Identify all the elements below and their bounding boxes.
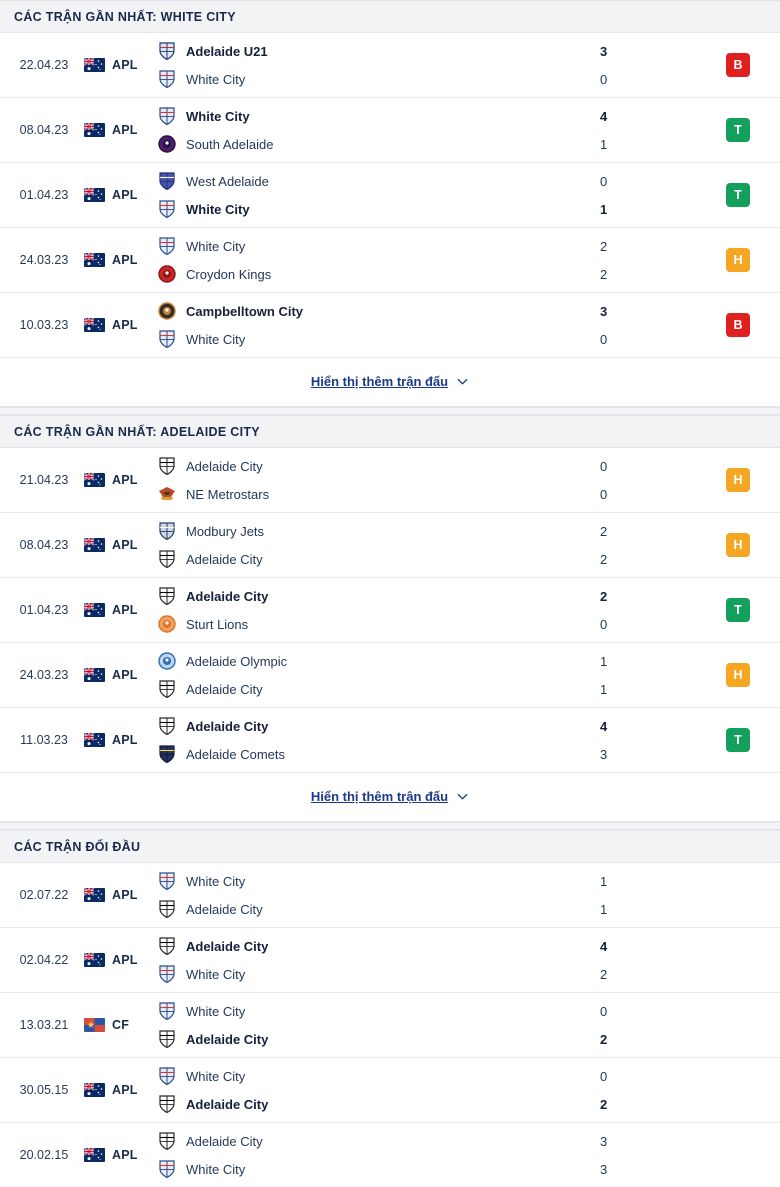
home-team[interactable]	[158, 867, 576, 895]
home-score: 0	[600, 1003, 608, 1019]
home-team-name: Adelaide City	[186, 588, 269, 604]
away-score: 2	[600, 266, 608, 282]
match-competition	[84, 928, 158, 992]
match-result	[696, 163, 780, 227]
match-competition	[84, 293, 158, 357]
home-score: 3	[600, 1133, 608, 1149]
section-header-recent-adelaide-city: CÁC TRẬN GẦN NHẤT: ADELAIDE CITY	[0, 415, 780, 448]
team-crest-icon	[158, 484, 176, 504]
match-date: 20.02.15	[19, 1148, 69, 1162]
match-date: 24.03.23	[19, 253, 69, 267]
match-result	[696, 863, 780, 927]
team-crest-icon	[158, 614, 176, 634]
result-badge-empty	[726, 1013, 750, 1037]
competition-code: APL	[112, 538, 138, 552]
team-crest-icon	[158, 744, 176, 764]
match-row[interactable]	[0, 643, 780, 708]
match-row[interactable]	[0, 928, 780, 993]
away-score: 3	[600, 1161, 608, 1177]
competition-code: APL	[112, 888, 138, 902]
country-flag-icon	[84, 538, 105, 552]
away-team-name: Croydon Kings	[186, 266, 272, 282]
country-flag-icon	[84, 1148, 105, 1162]
home-team-name: Adelaide City	[186, 1133, 263, 1149]
away-team[interactable]	[158, 545, 576, 573]
match-score	[576, 448, 696, 512]
match-competition	[84, 513, 158, 577]
team-crest-icon	[158, 106, 176, 126]
country-flag-icon	[84, 473, 105, 487]
team-crest-icon	[158, 301, 176, 321]
show-more-label: Hiển thị thêm trận đấu	[310, 374, 449, 389]
home-team[interactable]	[158, 232, 576, 260]
match-teams	[158, 928, 576, 992]
home-team-name: Adelaide Olympic	[186, 653, 288, 669]
country-flag-icon	[84, 58, 105, 72]
team-crest-icon	[158, 264, 176, 284]
show-more-matches-button[interactable]	[0, 773, 780, 822]
result-badge: T	[726, 598, 750, 622]
away-team-name: Adelaide City	[186, 1096, 269, 1112]
match-teams	[158, 1058, 576, 1122]
away-score: 1	[600, 136, 608, 152]
team-crest-icon	[158, 1094, 176, 1114]
away-score: 0	[600, 71, 608, 87]
match-competition	[84, 993, 158, 1057]
team-crest-icon	[158, 586, 176, 606]
competition-code: APL	[112, 123, 138, 137]
team-crest-icon	[158, 1159, 176, 1179]
team-crest-icon	[158, 134, 176, 154]
team-crest-icon	[158, 1131, 176, 1151]
competition-code: APL	[112, 1083, 138, 1097]
section-divider	[0, 407, 780, 415]
home-score: 3	[600, 303, 608, 319]
result-badge: B	[726, 313, 750, 337]
away-team-name: NE Metrostars	[186, 486, 270, 502]
competition-code: APL	[112, 188, 138, 202]
competition-code: APL	[112, 473, 138, 487]
home-team-name: White City	[186, 1003, 246, 1019]
home-team[interactable]	[158, 582, 576, 610]
away-score: 1	[600, 201, 608, 217]
match-row[interactable]	[0, 33, 780, 98]
match-teams	[158, 993, 576, 1057]
match-row[interactable]	[0, 448, 780, 513]
home-team-name: White City	[186, 1068, 246, 1084]
country-flag-icon	[84, 603, 105, 617]
home-team-name: Adelaide U21	[186, 43, 268, 59]
away-team[interactable]	[158, 1155, 576, 1183]
home-team-name: Adelaide City	[186, 718, 269, 734]
result-badge: H	[726, 533, 750, 557]
away-team-name: White City	[186, 201, 250, 217]
match-date: 10.03.23	[19, 318, 69, 332]
competition-code: APL	[112, 58, 138, 72]
home-score: 0	[600, 1068, 608, 1084]
team-crest-icon	[158, 41, 176, 61]
team-crest-icon	[158, 69, 176, 89]
home-team[interactable]	[158, 452, 576, 480]
team-crest-icon	[158, 1001, 176, 1021]
home-score: 1	[600, 653, 608, 669]
match-score	[576, 928, 696, 992]
competition-code: APL	[112, 953, 138, 967]
result-badge: H	[726, 468, 750, 492]
home-score: 4	[600, 938, 608, 954]
away-team[interactable]	[158, 325, 576, 353]
away-team[interactable]	[158, 610, 576, 638]
team-crest-icon	[158, 521, 176, 541]
result-badge: H	[726, 663, 750, 687]
match-result	[696, 643, 780, 707]
match-teams	[158, 163, 576, 227]
away-team-name: White City	[186, 1161, 246, 1177]
result-badge-empty	[726, 883, 750, 907]
match-date: 01.04.23	[19, 603, 69, 617]
home-score: 2	[600, 588, 608, 604]
home-team[interactable]	[158, 297, 576, 325]
team-crest-icon	[158, 1066, 176, 1086]
match-teams	[158, 98, 576, 162]
away-score: 2	[600, 966, 608, 982]
team-crest-icon	[158, 456, 176, 476]
match-date: 01.04.23	[19, 188, 69, 202]
match-teams	[158, 643, 576, 707]
competition-code: APL	[112, 603, 138, 617]
away-score: 0	[600, 616, 608, 632]
match-row[interactable]	[0, 228, 780, 293]
section-divider	[0, 822, 780, 830]
home-team[interactable]	[158, 517, 576, 545]
away-score: 2	[600, 1096, 608, 1112]
team-crest-icon	[158, 899, 176, 919]
match-competition	[84, 1123, 158, 1187]
match-date: 21.04.23	[19, 473, 69, 487]
away-team[interactable]	[158, 895, 576, 923]
match-teams	[158, 513, 576, 577]
home-team-name: Campbelltown City	[186, 303, 304, 319]
match-row[interactable]	[0, 513, 780, 578]
match-row[interactable]	[0, 578, 780, 643]
away-team[interactable]	[158, 195, 576, 223]
match-teams	[158, 293, 576, 357]
home-score: 1	[600, 873, 608, 889]
match-teams	[158, 33, 576, 97]
home-score: 4	[600, 108, 608, 124]
home-score: 3	[600, 43, 608, 59]
match-row[interactable]	[0, 1058, 780, 1123]
match-score	[576, 163, 696, 227]
match-row[interactable]	[0, 708, 780, 773]
result-badge: H	[726, 248, 750, 272]
team-crest-icon	[158, 651, 176, 671]
team-crest-icon	[158, 716, 176, 736]
away-team[interactable]	[158, 130, 576, 158]
away-score: 0	[600, 486, 608, 502]
home-team[interactable]	[158, 37, 576, 65]
home-team[interactable]	[158, 997, 576, 1025]
match-date: 30.05.15	[19, 1083, 69, 1097]
match-result	[696, 993, 780, 1057]
team-crest-icon	[158, 964, 176, 984]
section-header-recent-white-city: CÁC TRẬN GẦN NHẤT: WHITE CITY	[0, 0, 780, 33]
country-flag-icon	[84, 888, 105, 902]
away-team[interactable]	[158, 960, 576, 988]
match-score	[576, 708, 696, 772]
match-date: 24.03.23	[19, 668, 69, 682]
home-team[interactable]	[158, 102, 576, 130]
away-score: 1	[600, 681, 608, 697]
match-result	[696, 708, 780, 772]
match-competition	[84, 708, 158, 772]
match-competition	[84, 98, 158, 162]
match-score	[576, 228, 696, 292]
competition-code: APL	[112, 253, 138, 267]
team-crest-icon	[158, 236, 176, 256]
result-badge: T	[726, 728, 750, 752]
match-competition	[84, 863, 158, 927]
match-row[interactable]	[0, 863, 780, 928]
match-score	[576, 993, 696, 1057]
competition-code: APL	[112, 733, 138, 747]
home-team[interactable]	[158, 167, 576, 195]
match-result	[696, 578, 780, 642]
home-team-name: White City	[186, 873, 246, 889]
match-teams	[158, 1123, 576, 1187]
match-result	[696, 228, 780, 292]
home-team[interactable]	[158, 647, 576, 675]
match-teams	[158, 448, 576, 512]
country-flag-icon	[84, 188, 105, 202]
result-badge: T	[726, 183, 750, 207]
match-result	[696, 98, 780, 162]
country-flag-icon	[84, 253, 105, 267]
match-competition	[84, 33, 158, 97]
match-score	[576, 33, 696, 97]
away-team-name: White City	[186, 331, 246, 347]
team-crest-icon	[158, 329, 176, 349]
chevron-down-icon	[456, 375, 469, 388]
home-team[interactable]	[158, 712, 576, 740]
show-more-label: Hiển thị thêm trận đấu	[310, 789, 449, 804]
match-result	[696, 928, 780, 992]
section-header-head-to-head: CÁC TRẬN ĐỐI ĐẦU	[0, 830, 780, 863]
match-competition	[84, 578, 158, 642]
match-teams	[158, 578, 576, 642]
match-competition	[84, 1058, 158, 1122]
competition-code: APL	[112, 668, 138, 682]
match-date: 02.07.22	[19, 888, 69, 902]
away-score: 3	[600, 746, 608, 762]
away-team-name: Adelaide City	[186, 1031, 269, 1047]
away-team[interactable]	[158, 1025, 576, 1053]
home-team-name: White City	[186, 108, 250, 124]
away-team[interactable]	[158, 480, 576, 508]
home-team[interactable]	[158, 1062, 576, 1090]
match-result	[696, 1123, 780, 1187]
home-team[interactable]	[158, 1127, 576, 1155]
away-team[interactable]	[158, 1090, 576, 1118]
home-team-name: Adelaide City	[186, 938, 269, 954]
country-flag-icon	[84, 1018, 105, 1032]
match-row[interactable]	[0, 163, 780, 228]
home-team-name: Modbury Jets	[186, 523, 265, 539]
result-badge-empty	[726, 1078, 750, 1102]
match-score	[576, 1058, 696, 1122]
away-score: 0	[600, 331, 608, 347]
country-flag-icon	[84, 1083, 105, 1097]
match-date: 13.03.21	[19, 1018, 69, 1032]
result-badge: B	[726, 53, 750, 77]
competition-code: APL	[112, 1148, 138, 1162]
match-score	[576, 98, 696, 162]
away-team-name: Adelaide City	[186, 681, 263, 697]
match-date: 08.04.23	[19, 123, 69, 137]
team-crest-icon	[158, 871, 176, 891]
match-competition	[84, 163, 158, 227]
home-score: 4	[600, 718, 608, 734]
match-row[interactable]	[0, 98, 780, 163]
match-date: 22.04.23	[19, 58, 69, 72]
result-badge-empty	[726, 948, 750, 972]
away-team-name: Sturt Lions	[186, 616, 249, 632]
match-score	[576, 863, 696, 927]
match-date: 08.04.23	[19, 538, 69, 552]
match-result	[696, 448, 780, 512]
team-crest-icon	[158, 171, 176, 191]
match-date: 11.03.23	[20, 733, 68, 747]
away-team[interactable]	[158, 675, 576, 703]
team-crest-icon	[158, 936, 176, 956]
match-teams	[158, 863, 576, 927]
chevron-down-icon	[456, 790, 469, 803]
match-competition	[84, 448, 158, 512]
result-badge-empty	[726, 1143, 750, 1167]
country-flag-icon	[84, 123, 105, 137]
country-flag-icon	[84, 953, 105, 967]
team-crest-icon	[158, 199, 176, 219]
match-score	[576, 643, 696, 707]
team-crest-icon	[158, 679, 176, 699]
away-team[interactable]	[158, 740, 576, 768]
match-row[interactable]	[0, 993, 780, 1058]
away-score: 2	[600, 1031, 608, 1047]
home-score: 2	[600, 523, 608, 539]
home-team-name: West Adelaide	[186, 173, 269, 189]
away-team[interactable]	[158, 260, 576, 288]
away-team[interactable]	[158, 65, 576, 93]
home-team-name: Adelaide City	[186, 458, 263, 474]
show-more-matches-button[interactable]	[0, 358, 780, 407]
match-result	[696, 1058, 780, 1122]
match-score	[576, 513, 696, 577]
home-score: 0	[600, 173, 608, 189]
away-team-name: Adelaide Comets	[186, 746, 285, 762]
home-score: 2	[600, 238, 608, 254]
country-flag-icon	[84, 668, 105, 682]
match-result	[696, 33, 780, 97]
home-team-name: White City	[186, 238, 246, 254]
away-team-name: White City	[186, 966, 246, 982]
country-flag-icon	[84, 318, 105, 332]
team-crest-icon	[158, 549, 176, 569]
away-team-name: South Adelaide	[186, 136, 274, 152]
match-score	[576, 293, 696, 357]
match-score	[576, 578, 696, 642]
away-team-name: Adelaide City	[186, 901, 263, 917]
competition-code: CF	[112, 1018, 130, 1032]
match-teams	[158, 228, 576, 292]
home-score: 0	[600, 458, 608, 474]
team-crest-icon	[158, 1029, 176, 1049]
away-score: 1	[600, 901, 608, 917]
match-score	[576, 1123, 696, 1187]
competition-code: APL	[112, 318, 138, 332]
result-badge: T	[726, 118, 750, 142]
match-competition	[84, 643, 158, 707]
match-date: 02.04.22	[19, 953, 69, 967]
match-row[interactable]	[0, 293, 780, 358]
match-row[interactable]	[0, 1123, 780, 1187]
match-competition	[84, 228, 158, 292]
match-teams	[158, 708, 576, 772]
away-team-name: Adelaide City	[186, 551, 263, 567]
away-score: 2	[600, 551, 608, 567]
home-team[interactable]	[158, 932, 576, 960]
away-team-name: White City	[186, 71, 246, 87]
match-result	[696, 293, 780, 357]
match-result	[696, 513, 780, 577]
country-flag-icon	[84, 733, 105, 747]
